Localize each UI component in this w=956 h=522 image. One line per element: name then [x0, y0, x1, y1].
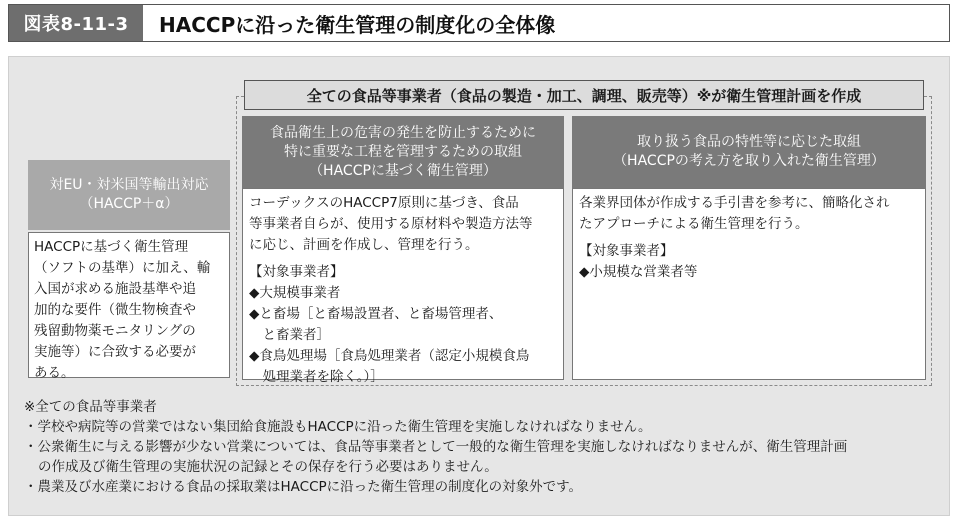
- haccp-based-target-item: と畜業者］: [249, 327, 330, 343]
- export-heading-line: 対EU・対米国等輸出対応: [49, 177, 209, 193]
- haccp-concept-heading-line: （HACCPの考え方を取り入れた衛生管理）: [613, 153, 885, 169]
- footnotes: [24, 397, 942, 497]
- export-body-line: HACCPに基づく衛生管理: [34, 239, 189, 255]
- haccp-based-target-item: ◆食鳥処理場［食鳥処理業者（認定小規模食鳥: [249, 348, 530, 364]
- figure-label: 図表8-11-3: [9, 5, 143, 41]
- haccp-based-heading-line: 特に重要な工程を管理するための取組: [284, 143, 522, 160]
- footnote-heading: ※全ての食品等事業者: [24, 399, 157, 415]
- export-body-line: 実施等）に合致する必要が: [34, 344, 196, 360]
- export-heading: [28, 160, 230, 230]
- haccp-based-body-line: に応じ、計画を作成し、管理を行う。: [249, 237, 479, 253]
- haccp-based-body-line: 等事業者自らが、使用する原材料や製造方法等: [249, 216, 533, 232]
- haccp-concept-targets-label: 【対象事業者】: [579, 243, 674, 259]
- haccp-concept-heading: [572, 116, 926, 188]
- haccp-based-target-item: 処理業者を除く。）］: [249, 369, 384, 385]
- footnote-item: の作成及び衛生管理の実施状況の記録とその保存を行う必要はありません。: [38, 459, 498, 475]
- export-heading-line: （HACCP＋α）: [79, 196, 179, 212]
- export-body-line: 加的な要件（微生物検査や: [34, 302, 196, 318]
- export-body: [28, 232, 230, 381]
- haccp-based-heading-line: 食品衛生上の危害の発生を防止するために: [270, 124, 536, 141]
- haccp-based-target-item: ◆大規模事業者: [249, 285, 341, 301]
- footnote-item: ・公衆衛生に与える影響が少ない営業については、食品等事業者として一般的な衛生管理を実施しなければなりませんが、衛生管理計画: [24, 439, 848, 455]
- export-body-line: 入国が求める施設基準や追: [34, 281, 196, 297]
- haccp-concept-target-item: ◆小規模な営業者等: [579, 264, 698, 280]
- export-body-line: （ソフトの基準）に加え、輸: [34, 260, 211, 276]
- haccp-based-heading-line: （HACCPに基づく衛生管理）: [309, 162, 497, 179]
- all-businesses-banner: 全ての食品等事業者（食品の製造・加工、調理、販売等）※が衛生管理計画を作成: [244, 80, 924, 110]
- haccp-based-heading: [242, 116, 564, 188]
- footnote-item: ・学校や病院等の営業ではない集団給食施設もHACCPに沿った衛生管理を実施しなければなりません。: [24, 419, 652, 435]
- title-bar: [8, 4, 950, 42]
- footnote-item: ・農業及び水産業における食品の採取業はHACCPに沿った衛生管理の制度化の対象外です。: [24, 479, 583, 495]
- export-body-line: ある。: [34, 365, 75, 381]
- haccp-based-body: [242, 188, 564, 385]
- haccp-concept-body-line: たアプローチによる衛生管理を行う。: [579, 216, 809, 232]
- haccp-concept-heading-line: 取り扱う食品の特性等に応じた取組: [637, 134, 861, 150]
- haccp-based-body-line: コーデックスのHACCP7原則に基づき、食品: [249, 195, 519, 211]
- haccp-based-targets-label: 【対象事業者】: [249, 264, 344, 280]
- haccp-concept-body: [572, 188, 926, 380]
- haccp-based-target-item: ◆と畜場［と畜場設置者、と畜場管理者、: [249, 306, 503, 322]
- figure-title: HACCPに沿った衛生管理の制度化の全体像: [159, 12, 556, 37]
- export-body-line: 残留動物薬モニタリングの: [34, 323, 196, 339]
- haccp-concept-body-line: 各業界団体が作成する手引書を参考に、簡略化され: [579, 195, 890, 211]
